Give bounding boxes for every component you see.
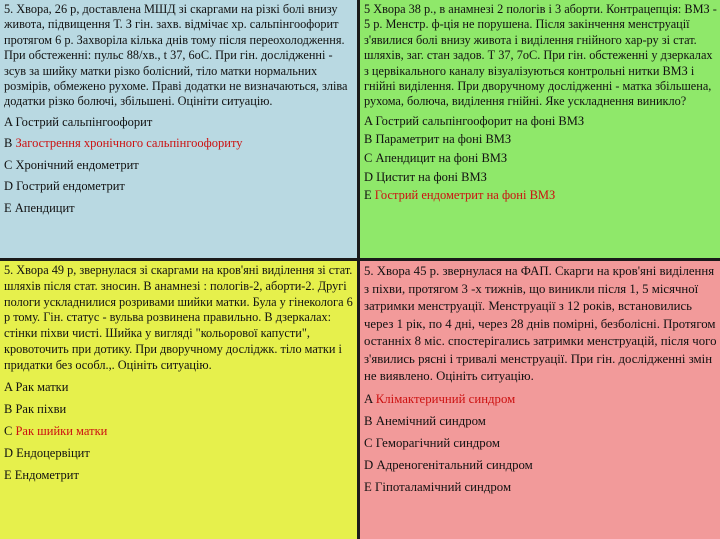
option-a[interactable] (4, 376, 354, 398)
option-text-correct: Клімактеричний синдром (375, 391, 516, 406)
option-c[interactable] (4, 420, 354, 442)
option-letter: B (4, 136, 13, 151)
option-a[interactable] (4, 112, 354, 134)
option-c[interactable] (364, 432, 717, 454)
question-text: 5. Хвора 49 р, звернулася зі скаргами на кров'яні виділення зі стат. шляхів після стат. зносин. В анамнезі : пологів-2, аборти-2. Другі пологи ускладнилися розривами шийки матки. Була у гінеколога 6 р тому. Гін. статус - вульва розвинена правильно. В дзеркалах: стінки піхви чисті. Шийка у вигляді "кольорової капусти", кровоточить при дотику. При дворучному досліджк. тіло матки і придатки без особл.,. Оцініть ситуацію. (4, 263, 353, 372)
question-text: 5. Хвора, 26 р, доставлена МШД зі скаргами на різкі болі внизу живота, підвищення Т. З гін. захв. відмічає хр. сальпінгоофорит протягом 6 р. Захворіла кілька днів тому після переохолодження. При обстеженні: пульс 88/хв., t 37, 6оС. При гін. дослідженні - зсув за шийку матки різко болісний, тіло матки нормальних розмірів, обмежено рухоме. Праві додатки не визначаються, зліва додатки різко болючі, збільшені. Оцініти ситуацію. (4, 2, 348, 109)
option-letter: B (4, 401, 13, 416)
option-e[interactable] (364, 186, 717, 205)
option-d[interactable] (364, 168, 717, 187)
option-letter: E (4, 467, 12, 482)
option-letter: E (4, 200, 12, 215)
option-d[interactable] (4, 176, 354, 198)
option-d[interactable] (4, 442, 354, 464)
option-letter: D (4, 179, 14, 194)
option-letter: E (364, 188, 372, 203)
question-card-3 (0, 261, 357, 539)
option-a[interactable] (364, 388, 717, 410)
option-text: Апендицит на фоні ВМЗ (375, 151, 508, 166)
option-letter: C (364, 151, 373, 166)
option-letter: A (364, 113, 373, 128)
option-letter: B (364, 132, 373, 147)
option-text: Адреногенітальний синдром (376, 457, 533, 472)
option-text: Рак піхви (15, 401, 67, 416)
option-text: Апендицит (14, 200, 75, 215)
option-e[interactable] (4, 198, 354, 220)
option-letter: C (4, 423, 13, 438)
option-b[interactable] (4, 133, 354, 155)
option-d[interactable] (364, 454, 717, 476)
option-letter: D (364, 457, 374, 472)
option-letter: D (364, 169, 374, 184)
option-text: Хронічний ендометрит (15, 157, 139, 172)
option-letter: A (4, 379, 13, 394)
option-text: Гіпоталамічний синдром (375, 479, 512, 494)
question-text: 5 Хвора 38 р., в анамнезі 2 пологів і 3 аборти. Контрацепція: ВМЗ - 5 р. Менстр. ф-ція не порушена. Після закінчення менструації з'явилися болі внизу живота і виділення гнійного хар-ру зі стат. шляхів, заг. стан задов. Т 37, 7оС. При гін. обстеженні у дзеркалах з цервікального каналу візуалізуються контрольні нитки ВМЗ і гнійні виділення. При дворучному дослідженні - матка збільшена, рухома, болюча, виділення гнійні. Яке ускладнення виникло? (364, 2, 717, 109)
option-b[interactable] (364, 130, 717, 149)
option-text: Гострий ендометрит (16, 179, 125, 194)
question-card-1 (0, 0, 357, 258)
question-text: 5. Хвора 45 р. звернулася на ФАП. Скарги на кров'яні виділення з піхви, протягом 3 -х тижнів, що виникли після 1, 5 місячної затримки менструації. Менструації з 12 років, встановились через 1 рік, по 4 дні, через 28 днів помірні, безболісні. Протягом останніх 8 міс. спостерігались затримки менструацій, після чого з'явились рясні і тривалі менструації. При гін. дослідженні змін не виявлено. Оцініть ситуацію. (364, 264, 717, 383)
option-e[interactable] (364, 476, 717, 498)
option-text: Геморагічний синдром (375, 435, 500, 450)
option-text-correct: Загострення хронічного сальпінгоофориту (15, 136, 243, 151)
option-e[interactable] (4, 464, 354, 486)
option-c[interactable] (4, 155, 354, 177)
option-text-correct: Рак шийки матки (15, 423, 108, 438)
option-text: Гострий сальпінгоофорит (15, 114, 153, 129)
option-c[interactable] (364, 149, 717, 168)
option-letter: C (364, 435, 373, 450)
option-text: Параметрит на фоні ВМЗ (375, 132, 512, 147)
option-text: Ендоцервіцит (16, 445, 90, 460)
option-text: Рак матки (15, 379, 69, 394)
option-text: Цистит на фоні ВМЗ (376, 169, 487, 184)
option-text: Ендометрит (14, 467, 79, 482)
option-letter: A (364, 391, 373, 406)
option-letter: D (4, 445, 14, 460)
option-text-correct: Гострий ендометрит на фоні ВМЗ (374, 188, 556, 203)
option-a[interactable] (364, 112, 717, 131)
option-text: Анемічний синдром (375, 413, 486, 428)
question-card-2 (360, 0, 720, 258)
question-card-4 (360, 261, 720, 539)
option-letter: A (4, 114, 13, 129)
option-letter: E (364, 479, 372, 494)
option-text: Гострий сальпінгоофорит на фоні ВМЗ (375, 113, 585, 128)
option-letter: B (364, 413, 373, 428)
option-b[interactable] (4, 398, 354, 420)
option-letter: C (4, 157, 13, 172)
option-b[interactable] (364, 410, 717, 432)
